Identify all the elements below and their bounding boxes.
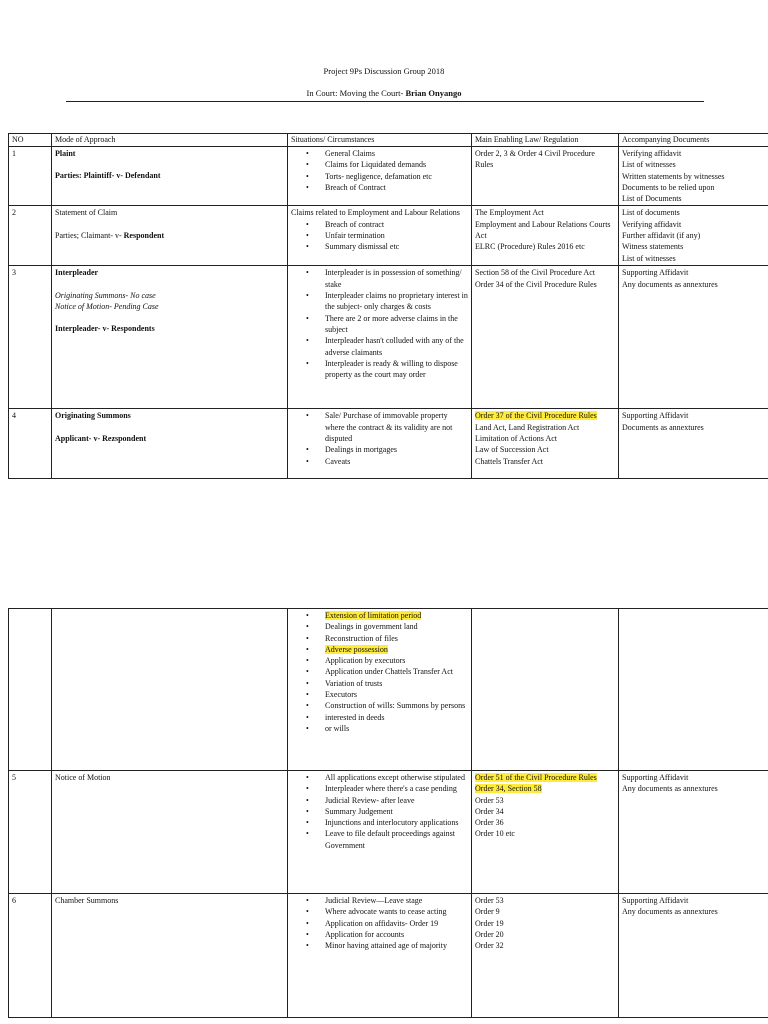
row-no: 4 [9,409,52,479]
header-mode: Mode of Approach [52,134,288,147]
mode-title: Plaint [55,149,76,158]
table-row [9,206,768,266]
list-item: • Breach of Contract [325,182,468,193]
situations-cell [288,409,472,479]
law-item-highlighted: Order 51 of the Civil Procedure Rules [475,773,597,782]
law-item-highlighted: Order 37 of the Civil Procedure Rules [475,411,597,421]
list-item: • Breach of contract [325,219,468,230]
list-item: • Dealings in mortgages [325,444,468,455]
documents-cell [619,147,768,206]
list-item: • Interpleader is in possession of something/ stake [325,267,468,290]
list-item: • Sale/ Purchase of immovable property where the contract & its validity are not disputed [325,410,468,444]
situations-cell [288,609,472,771]
document-item: List of Documents [622,194,682,204]
law-item: Order 34 of the Civil Procedure Rules [475,279,597,289]
law-item: Order 32 [475,941,504,951]
law-cell [472,771,619,894]
list-item: • Interpleader hasn't colluded with any of the adverse claimants [325,335,468,358]
mode-cell [52,409,288,479]
law-item: Order 20 [475,929,504,939]
law-item: Chattels Transfer Act [475,456,543,466]
mode-parties: Parties: Plaintiff- v- Defendant [55,171,161,181]
list-item: • or wills [325,723,468,734]
document-item: Verifying affidavit [622,149,682,158]
mode-note: Notice of Motion- Pending Case [55,302,159,312]
law-cell [472,409,619,479]
document-item: Supporting Affidavit [622,411,689,421]
list-item: • Application on affidavits- Order 19 [325,918,468,929]
document-item: List of witnesses [622,253,676,263]
parties-label: Parties; Claimant- v- [55,230,124,240]
list-item: • Unfair termination [325,230,468,241]
law-item: The Employment Act [475,208,544,218]
mode-cell [52,771,288,894]
row-no: 1 [9,147,52,206]
document-item: Any documents as annextures [622,907,718,917]
row-no: 3 [9,266,52,409]
list-item: • Interpleader where there's a case pending [325,783,468,794]
documents-cell [619,771,768,894]
court-approach-table [8,133,768,479]
law-item: ELRC (Procedure) Rules 2016 etc [475,242,585,252]
table-row [9,894,768,1018]
law-item: Employment and Labour Relations Courts Act [475,219,611,241]
header-law: Main Enabling Law/ Regulation [472,134,619,147]
list-item: • Summary Judgement [325,806,468,817]
header-situations: Situations/ Circumstances [288,134,472,147]
row-no: 6 [9,894,52,1018]
mode-title: Originating Summons [55,411,131,421]
mode-parties [55,230,284,241]
row-no: 5 [9,771,52,894]
law-item: Order 2, 3 & Order 4 Civil Procedure Rules [475,149,595,170]
mode-cell [52,206,288,266]
list-item: • Where advocate wants to cease acting [325,906,468,917]
document-item: Further affidavit (if any) [622,231,701,241]
list-item: • Application by executors [325,655,468,666]
situations-cell [288,266,472,409]
law-item-highlighted: Order 34, Section 58 [475,784,542,794]
list-item: • Caveats [325,456,468,467]
list-item: • Claims for Liquidated demands [325,159,468,170]
list-item: • Dealings in government land [325,621,468,632]
law-cell [472,266,619,409]
list-item: • General Claims [325,148,468,159]
list-item: • All applications except otherwise stipulated [325,772,468,783]
document-subtitle [0,88,768,98]
table-row [9,266,768,409]
document-item: Documents as annextures [622,422,704,432]
list-item: • Injunctions and interlocutory applications [325,817,468,828]
law-item: Section 58 of the Civil Procedure Act [475,268,595,278]
mode-parties: Applicant- v- Rezspondent [55,433,147,443]
table-row [9,147,768,206]
document-item: List of witnesses [622,160,676,170]
list-item: • Leave to file default proceedings against Government [325,828,468,851]
mode-cell [52,609,288,771]
document-item: Supporting Affidavit [622,896,689,905]
mode-title: Statement of Claim [55,208,118,218]
list-item: • interested in deeds [325,712,468,723]
list-item: • Summary dismissal etc [325,241,468,252]
subtitle-prefix: In Court: Moving the Court- [306,88,406,98]
table-header-row [9,134,768,147]
document-item: Supporting Affidavit [622,773,689,782]
document-title: Project 9Ps Discussion Group 2018 [323,66,445,76]
court-approach-table-continued [8,608,768,1018]
mode-title: Notice of Motion [55,773,111,782]
subtitle-author: Brian Onyango [405,88,462,98]
mode-cell [52,266,288,409]
law-item: Order 53 [475,896,504,905]
table-row [9,409,768,479]
row-no: 2 [9,206,52,266]
mode-cell [52,894,288,1018]
list-item: • Judicial Review- after leave [325,795,468,806]
mode-cell [52,147,288,206]
list-item: • Reconstruction of files [325,633,468,644]
document-item: Witness statements [622,242,684,252]
law-item: Order 53 [475,795,504,805]
law-item: Order 19 [475,918,504,928]
mode-parties: Interpleader- v- Respondents [55,324,155,334]
list-item: • Application for accounts [325,929,468,940]
list-item: • Extension of limitation period [325,610,468,621]
situations-cell [288,894,472,1018]
title-divider [66,101,704,102]
law-cell [472,147,619,206]
list-item: • Torts- negligence, defamation etc [325,171,468,182]
law-cell [472,609,619,771]
law-item: Limitation of Actions Act [475,434,557,444]
header-no: NO [9,134,52,147]
documents-cell [619,894,768,1018]
list-item: • Adverse possession [325,644,468,655]
document-item: Supporting Affidavit [622,268,689,278]
list-item: • There are 2 or more adverse claims in the subject [325,313,468,336]
law-item: Law of Succession Act [475,445,549,455]
list-item: • Executors [325,689,468,700]
situations-cell [288,147,472,206]
list-item: • Construction of wills: Summons by persons [325,700,468,711]
row-no [9,609,52,771]
law-item: Land Act, Land Registration Act [475,422,580,432]
law-cell [472,206,619,266]
law-cell [472,894,619,1018]
documents-cell [619,266,768,409]
list-item: • Interpleader is ready & willing to dispose property as the court may order [325,358,468,381]
document-item: Documents to be relied upon [622,182,715,192]
law-item: Order 9 [475,907,500,917]
document-item: List of documents [622,208,680,218]
list-item: • Judicial Review—Leave stage [325,895,468,906]
documents-cell [619,206,768,266]
table-row [9,771,768,894]
document-item: Any documents as annextures [622,784,718,794]
header-documents: Accompanying Documents [619,134,768,147]
list-item: • Application under Chattels Transfer Act [325,666,468,677]
law-item: Order 36 [475,818,504,828]
documents-cell [619,409,768,479]
situations-cell [288,771,472,894]
table-row [9,609,768,771]
list-item: • Interpleader claims no proprietary interest in the subject- only charges & costs [325,290,468,313]
document-item: Verifying affidavit [622,219,682,229]
list-item: • Variation of trusts [325,678,468,689]
document-item: Any documents as annextures [622,279,718,289]
law-item: Order 34 [475,806,504,816]
mode-title: Chamber Summons [55,896,119,905]
list-item: • Minor having attained age of majority [325,940,468,951]
law-item: Order 10 etc [475,829,515,839]
parties-bold: Respondent [123,230,165,240]
documents-cell [619,609,768,771]
document-item: Written statements by witnesses [622,171,725,181]
situations-intro: Claims related to Employment and Labour Relations [291,208,460,218]
mode-title: Interpleader [55,268,99,278]
mode-note: Originating Summons- No case [55,290,156,300]
situations-cell [288,206,472,266]
